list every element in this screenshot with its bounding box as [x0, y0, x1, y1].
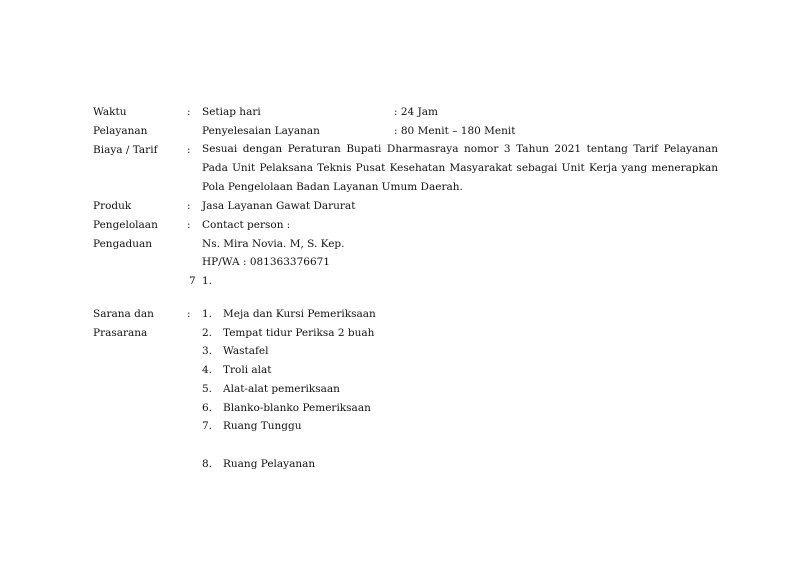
produk-label: Produk: [93, 200, 132, 212]
pelayanan-label: Pelayanan: [93, 125, 148, 137]
pengaduan-label-1: Pengelolaan: [93, 219, 158, 231]
sarana-label-1: Sarana dan: [93, 308, 154, 320]
produk-value: Jasa Layanan Gawat Darurat: [202, 200, 356, 212]
stray-number-seven: 7: [189, 275, 196, 287]
biaya-text: Sesuai dengan Peraturan Bupati Dharmasraya nomor 3 Tahun 2021 tentang Tarif Pelayanan Pada Unit Pelaksana Teknis Pusat Kesehatan Masyarakat sebagai Unit Kerja yang menerapkan Pola Pengelolaan Badan Layanan Umum Daerah.: [202, 143, 718, 193]
list-item-number: 4.: [202, 364, 213, 376]
contact-person-name: Ns. Mira Novia. M, S. Kep.: [202, 238, 345, 250]
stray-list-number: 1.: [202, 275, 213, 287]
sarana-colon: :: [187, 308, 191, 320]
pelayanan-duration: : 80 Menit – 180 Menit: [394, 125, 516, 137]
list-item: Ruang Pelayanan: [223, 458, 316, 470]
list-item: Alat-alat pemeriksaan: [223, 383, 340, 395]
contact-person-heading: Contact person :: [202, 219, 291, 231]
list-item-number: 3.: [202, 345, 213, 357]
list-item: Meja dan Kursi Pemeriksaan: [223, 308, 376, 320]
pengaduan-colon: :: [187, 219, 191, 231]
pengaduan-label-2: Pengaduan: [93, 238, 153, 250]
waktu-value: Setiap hari: [202, 106, 261, 118]
waktu-label: Waktu: [93, 106, 127, 118]
list-item: Tempat tidur Periksa 2 buah: [223, 327, 375, 339]
list-item: Wastafel: [223, 345, 269, 357]
list-item: Ruang Tunggu: [223, 420, 302, 432]
list-item-number: 7.: [202, 420, 213, 432]
list-item-number: 5.: [202, 383, 213, 395]
waktu-colon: :: [187, 106, 191, 118]
list-item-number: 8.: [202, 458, 213, 470]
biaya-label: Biaya / Tarif: [93, 144, 158, 156]
sarana-label-2: Prasarana: [93, 327, 148, 339]
produk-colon: :: [187, 200, 191, 212]
list-item: Troli alat: [223, 364, 272, 376]
list-item-number: 1.: [202, 308, 213, 320]
contact-person-phone: HP/WA : 081363376671: [202, 256, 330, 268]
list-item-number: 2.: [202, 327, 213, 339]
list-item: Blanko-blanko Pemeriksaan: [223, 402, 371, 414]
waktu-hours: : 24 Jam: [394, 106, 438, 118]
pelayanan-value: Penyelesaian Layanan: [202, 125, 320, 137]
biaya-colon: :: [187, 144, 191, 156]
list-item-number: 6.: [202, 402, 213, 414]
